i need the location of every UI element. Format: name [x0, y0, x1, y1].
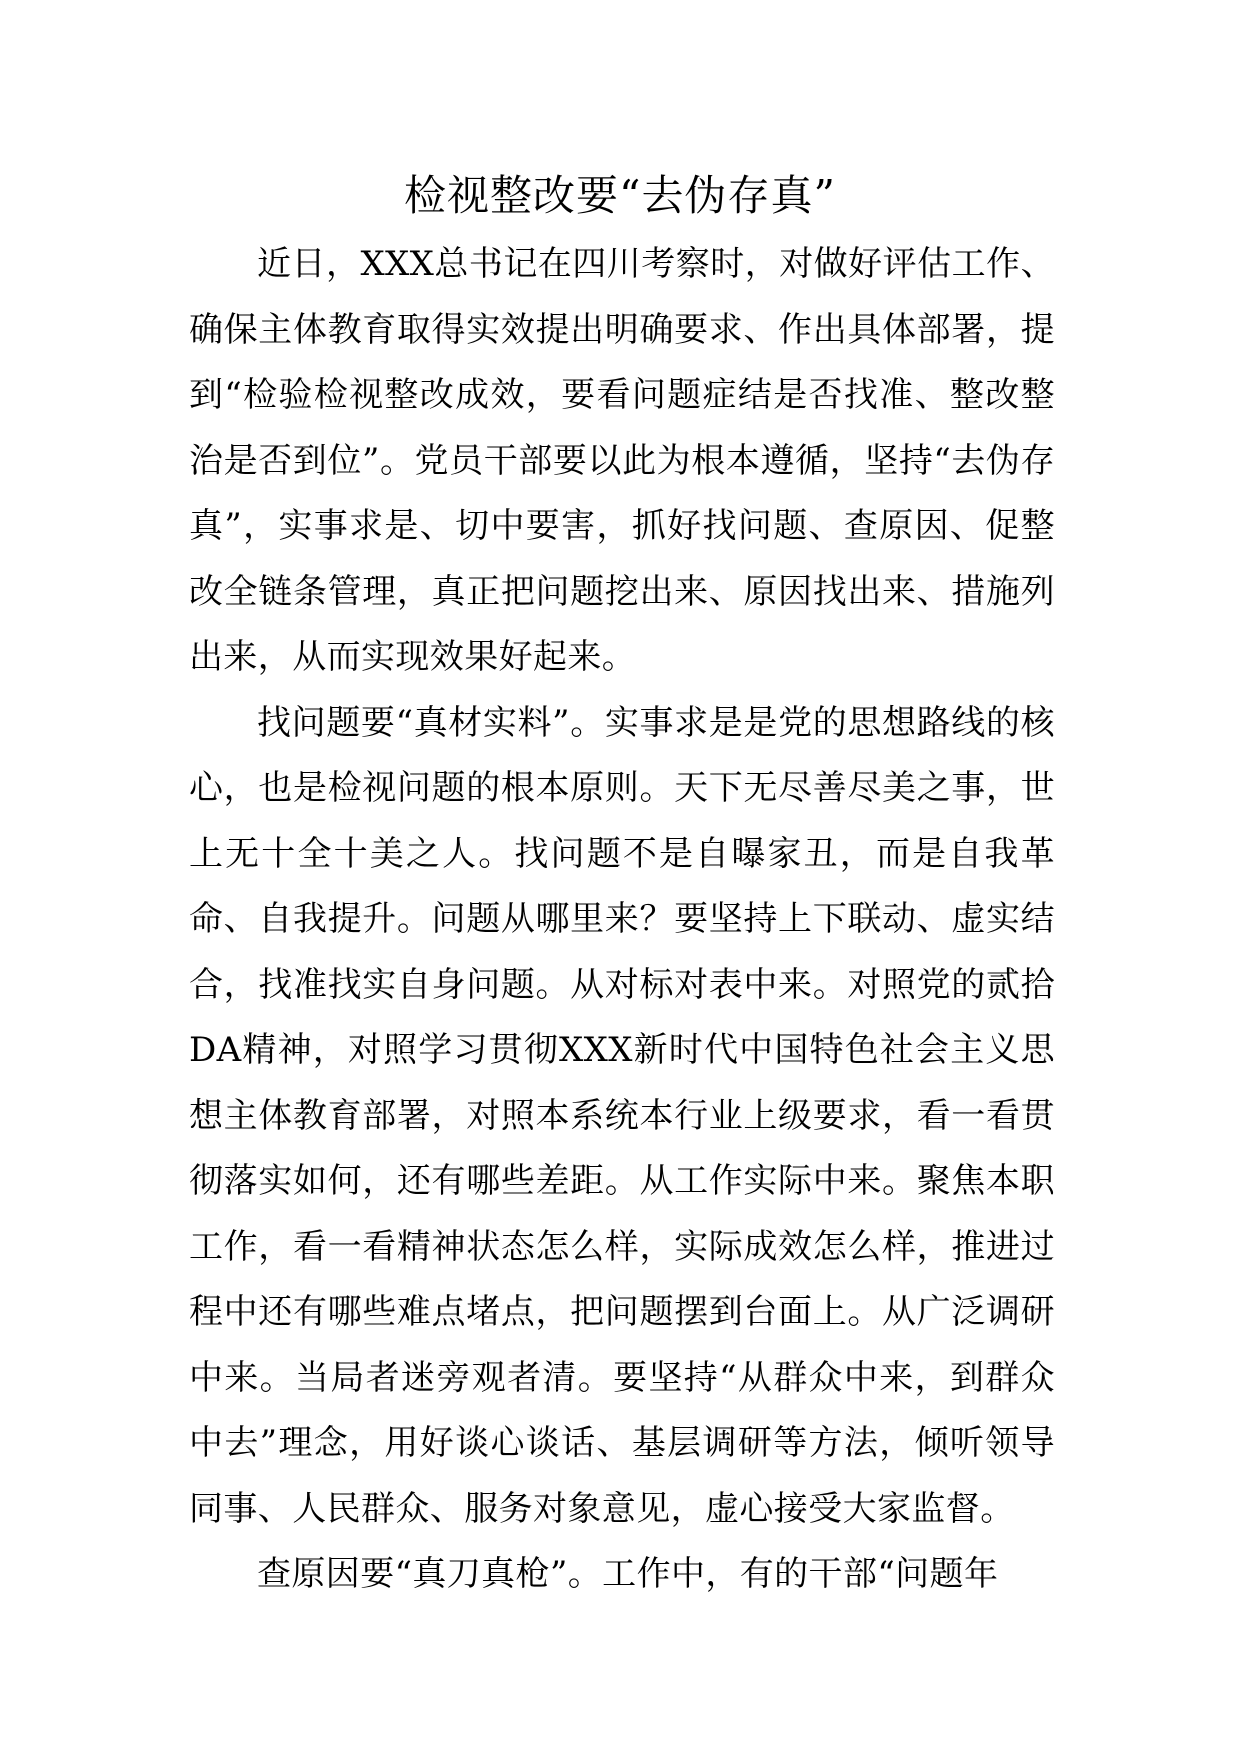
paragraph-3: 查原因要“真刀真枪”。工作中，有的干部“问题年 [257, 1554, 999, 1594]
paragraph-2: 找问题要“真材实料”。实事求是是党的思想路线的核心，也是检视问题的根本原则。天下无尽善尽美之事，世上无十全十美之人。找问题不是自曝家丑，而是自我革命、自我提升。问题从哪里来？要坚持上下联动、虚实结合，找准找实自身问题。从对标对表中来。对照党的贰拾DA精神，对照学习贯彻XXX新时代中国特色社会主义思想主体教育部署，对照本系统本行业上级要求，看一看贯彻落实如何，还有哪些差距。从工作实际中来。聚焦本职工作，看一看精神状态怎么样，实际成效怎么样，推进过程中还有哪些难点堵点，把问题摆到台面上。从广泛调研中来。当局者迷旁观者清。要坚持“从群众中来，到群众中去”理念，用好谈心谈话、基层调研等方法，倾听领导同事、人民群众、服务对象意见，虚心接受大家监督。 [189, 702, 1055, 1529]
paragraph-1: 近日，XXX总书记在四川考察时，对做好评估工作、确保主体教育取得实效提出明确要求、作出具体部署，提到“检验检视整改成效，要看问题症结是否找准、整改整治是否到位”。党员干部要以此为根本遵循，坚持“去伪存真”，实事求是、切中要害，抓好找问题、查原因、促整改全链条管理，真正把问题挖出来、原因找出来、措施列出来，从而实现效果好起来。 [189, 244, 1055, 677]
document-body [189, 232, 1055, 1608]
document-title: 检视整改要“去伪存真” [404, 171, 836, 220]
